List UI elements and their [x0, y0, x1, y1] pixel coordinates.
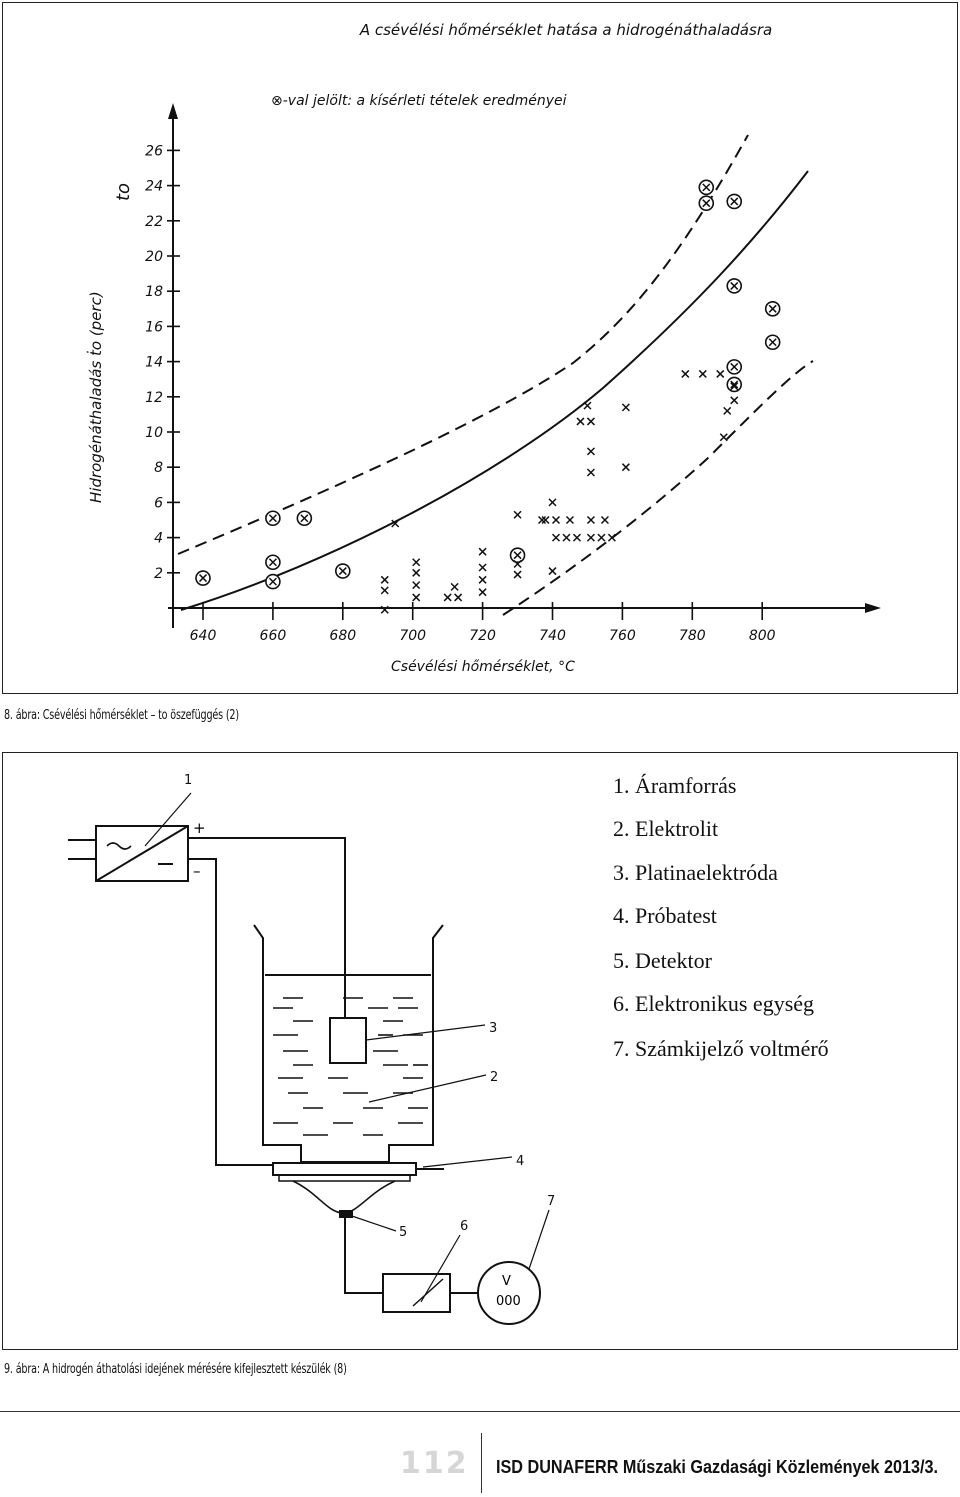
x-tick-label: 800: [748, 628, 776, 644]
apparatus-diagram: [3, 753, 957, 1349]
x-point: [479, 589, 486, 596]
component-list: [613, 773, 829, 1061]
callout-3: 3: [489, 1021, 498, 1036]
x-tick-label: 720: [469, 628, 496, 644]
x-point: [381, 587, 388, 594]
x-point: [720, 434, 727, 441]
x-point: [587, 534, 594, 541]
circled-x-point: [266, 511, 280, 525]
x-point: [608, 534, 615, 541]
x-point: [413, 594, 420, 601]
circled-x-point: [266, 575, 280, 589]
x-tick-label: 740: [539, 628, 566, 644]
y-axis-arrow: [168, 103, 178, 119]
y-tick-label: 26: [145, 143, 163, 160]
x-point: [455, 594, 462, 601]
chart-title: A csévélési hőmérséklet hatása a hidrogénáthaladásra: [359, 21, 773, 39]
chart-curves: [178, 135, 813, 615]
y-tick-label: 2: [154, 565, 163, 582]
x-point: [584, 402, 591, 409]
x-point: [479, 548, 486, 555]
chart-8: [3, 3, 957, 693]
x-axis-arrow: [865, 603, 881, 613]
x-point: [479, 576, 486, 583]
callout-line-2: [369, 1075, 486, 1102]
x-point: [549, 568, 556, 575]
x-tick-label: 780: [678, 628, 706, 644]
x-point: [699, 370, 706, 377]
plus-sign: +: [193, 819, 206, 837]
specimen-plate: [273, 1163, 416, 1175]
figure-9-panel: [2, 752, 958, 1350]
x-tick-label: 660: [259, 628, 287, 644]
x-point: [552, 517, 559, 524]
x-tick-label: 680: [329, 628, 357, 644]
x-point: [717, 370, 724, 377]
y-tick-label: 4: [154, 530, 163, 547]
x-point: [514, 511, 521, 518]
journal-title: ISD DUNAFERR Műszaki Gazdasági Közlemények 2013/3.: [496, 1457, 939, 1477]
component-6: 6. Elektronikus egység: [613, 991, 815, 1016]
callout-7: 7: [547, 1194, 556, 1209]
platinum-electrode: [330, 1018, 366, 1063]
x-point: [622, 464, 629, 471]
minus-sign: –: [193, 862, 201, 880]
x-point: [682, 370, 689, 377]
component-2: 2. Elektrolit: [613, 816, 719, 841]
x-point: [552, 534, 559, 541]
y-tick-label: 16: [145, 319, 163, 336]
detector-wire: [345, 1217, 383, 1293]
x-point: [587, 517, 594, 524]
x-point: [563, 534, 570, 541]
x-point: [601, 517, 608, 524]
callout-2: 2: [490, 1070, 499, 1085]
y-tick-label: 6: [154, 495, 163, 512]
circled-x-point: [511, 548, 525, 562]
x-point: [587, 469, 594, 476]
x-tick-label: 640: [189, 628, 217, 644]
x-point: [413, 559, 420, 566]
chart-ticks: [145, 143, 775, 644]
chart-axes: [168, 103, 881, 628]
figure-8-caption: 8. ábra: Csévélési hőmérséklet – to öszefüggés (2): [4, 708, 239, 723]
callout-line-6: [421, 1235, 460, 1302]
circled-x-point: [699, 180, 713, 194]
x-tick-label: 760: [609, 628, 636, 644]
circled-x-point: [727, 279, 741, 293]
component-5: 5. Detektor: [613, 948, 712, 973]
circled-x-point: [699, 196, 713, 210]
circled-x-point: [727, 360, 741, 374]
x-point: [587, 418, 594, 425]
lower-bound-curve: [503, 361, 813, 615]
x-point: [549, 499, 556, 506]
negative-wire: [188, 859, 273, 1165]
y-tick-label: 14: [145, 354, 163, 371]
x-point: [566, 517, 573, 524]
x-point: [577, 418, 584, 425]
callout-line-4: [423, 1157, 512, 1167]
footer-divider: [481, 1433, 482, 1493]
component-4: 4. Próbatest: [613, 903, 717, 928]
trend-curve: [181, 171, 808, 610]
circled-x-point: [196, 571, 210, 585]
circled-x-point: [766, 302, 780, 316]
y-tick-label: 12: [145, 389, 163, 406]
x-axis-label: Csévélési hőmérséklet, °C: [391, 659, 575, 675]
chart-legend-note: ⊗-val jelölt: a kísérleti tételek eredményei: [271, 93, 567, 109]
component-1: 1. Áramforrás: [613, 773, 737, 798]
x-point: [413, 582, 420, 589]
detector-funnel: [293, 1181, 395, 1213]
callout-1: 1: [184, 773, 193, 788]
x-tick-label: 700: [399, 628, 427, 644]
circled-x-point: [766, 335, 780, 349]
callout-4: 4: [516, 1154, 525, 1169]
footer-rule: [0, 1411, 960, 1412]
detector-element: [339, 1210, 353, 1218]
voltmeter: [478, 1262, 540, 1324]
y-axis-label: Hidrogénáthaladás ṫo (perc): [87, 291, 105, 503]
x-point: [514, 571, 521, 578]
figure-8-panel: [2, 2, 958, 694]
callout-line-7: [529, 1210, 549, 1269]
circled-x-point: [266, 555, 280, 569]
voltmeter-digits: 000: [496, 1294, 521, 1309]
ac-symbol: [107, 843, 131, 849]
x-point: [731, 397, 738, 404]
circled-x-point: [336, 564, 350, 578]
y-tick-label: 18: [145, 284, 163, 301]
x-point: [444, 594, 451, 601]
x-point: [622, 404, 629, 411]
x-point: [573, 534, 580, 541]
x-point: [381, 576, 388, 583]
x-point: [587, 448, 594, 455]
callout-5: 5: [399, 1225, 408, 1240]
voltmeter-v: V: [502, 1274, 511, 1289]
positive-wire: [188, 838, 345, 1018]
component-3: 3. Platinaelektróda: [613, 860, 778, 885]
x-point: [451, 583, 458, 590]
y-tick-label: 8: [154, 460, 163, 477]
callout-line-3: [366, 1025, 485, 1040]
beaker: [254, 925, 443, 1162]
chart-points: [196, 180, 780, 613]
circled-x-point: [727, 377, 741, 391]
page-number: 112: [400, 1446, 469, 1481]
callout-line-5: [349, 1215, 396, 1231]
electronic-unit: [383, 1274, 450, 1312]
x-point: [479, 564, 486, 571]
callout-6: 6: [460, 1219, 469, 1234]
x-point: [724, 407, 731, 414]
y-tick-label: 20: [145, 249, 163, 265]
upper-bound-curve: [178, 135, 748, 554]
y-axis-symbol: to: [113, 182, 134, 201]
circled-x-point: [727, 194, 741, 208]
power-source-diagonal: [96, 826, 188, 881]
circled-x-point: [297, 511, 311, 525]
electronic-unit-diagonal: [413, 1279, 443, 1306]
x-point: [413, 569, 420, 576]
component-7: 7. Számkijelző voltmérő: [613, 1036, 829, 1061]
x-point: [598, 534, 605, 541]
figure-9-caption: 9. ábra: A hidrogén áthatolási idejének mérésére kifejlesztett készülék (8): [4, 1362, 347, 1377]
y-tick-label: 22: [145, 213, 163, 230]
y-tick-label: 24: [145, 178, 163, 195]
y-tick-label: 10: [145, 425, 163, 441]
